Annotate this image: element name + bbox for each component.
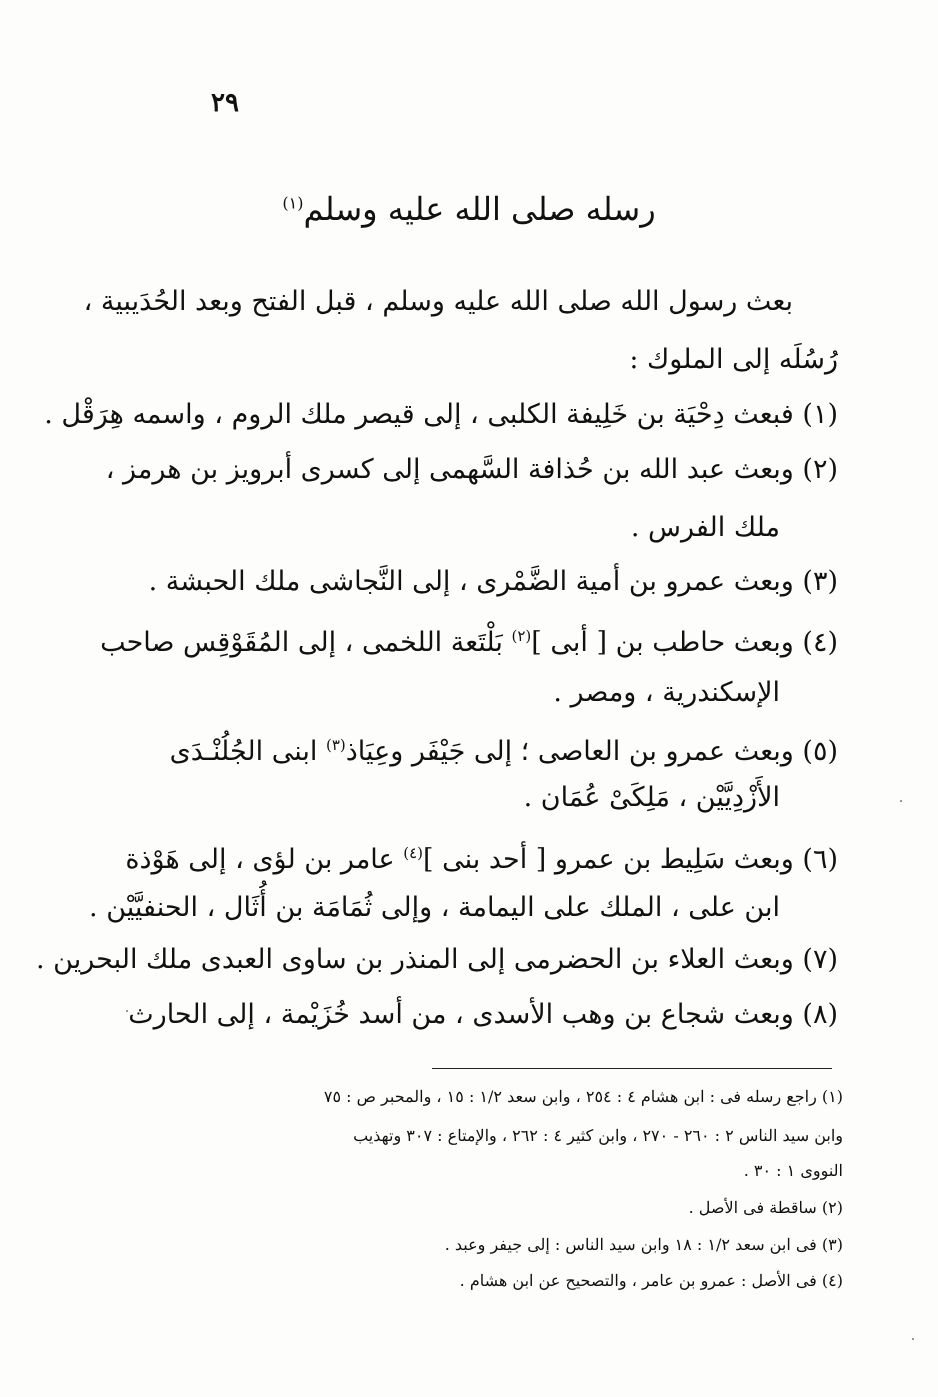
list-item-continuation: ملك الفرس . bbox=[630, 512, 780, 543]
list-item-text: (٤) وبعث حاطب بن [ أبى ] bbox=[531, 627, 838, 658]
list-item-line: (٢) وبعث عبد الله بن حُذافة السَّهمى إلى كسرى أبرويز بن هرمز ، bbox=[105, 454, 838, 485]
chapter-title-text: رسله صلى الله عليه وسلم bbox=[303, 190, 656, 228]
paragraph-line: رُسُلَه إلى الملوك : bbox=[629, 344, 838, 375]
list-item-line: (٧) وبعث العلاء بن الحضرمى إلى المنذر بن ساوى العبدى ملك البحرين . bbox=[36, 944, 838, 975]
list-item-text: عامر بن لؤى ، إلى هَوْذة bbox=[125, 844, 404, 875]
list-item-continuation: الإسكندرية ، ومصر . bbox=[553, 677, 780, 708]
list-item-line: (١) فبعث دِحْيَة بن خَلِيفة الكلبى ، إلى قيصر ملك الروم ، واسمه هِرَقْل . bbox=[44, 399, 838, 430]
list-item-text: ابنى الجُلُنْـدَى bbox=[169, 736, 326, 767]
paper-speck bbox=[912, 1338, 914, 1340]
paragraph-line: بعث رسول الله صلى الله عليه وسلم ، قبل الفتح وبعد الحُدَيبية ، bbox=[83, 286, 793, 317]
list-item-continuation: الأَزْدِيَّيْن ، مَلِكَىْ عُمَان . bbox=[523, 782, 780, 813]
paper-speck bbox=[900, 800, 902, 802]
footnote-marker: (٢) bbox=[511, 627, 532, 645]
list-item-text: بَلْتَعة اللخمى ، إلى المُقَوْقِس صاحب bbox=[100, 627, 512, 658]
footnotes bbox=[36, 0, 843, 1397]
list-item-continuation: ابن على ، الملك على اليمامة ، وإلى ثُمَامَة بن أُثَال ، الحنفيَّيْن . bbox=[89, 892, 780, 923]
page-number: ٢٩ bbox=[211, 88, 239, 118]
footnote-marker: (١) bbox=[282, 193, 304, 213]
list-item-text: (٦) وبعث سَلِيط بن عمرو [ أحد بنى ] bbox=[422, 844, 838, 875]
footnote-line: (٣) فى ابن سعد ١/٢ : ١٨ وابن سيد الناس : إلى جيفر وعبد . bbox=[444, 1235, 843, 1254]
footnote-line: النووى ١ : ٣٠ . bbox=[743, 1161, 843, 1180]
paper-speck bbox=[126, 1010, 128, 1012]
list-item-text: (٥) وبعث عمرو بن العاصى ؛ إلى جَيْفَر وعِيَاذ bbox=[345, 736, 838, 767]
footnote-line: (١) راجع رسله فى : ابن هشام ٤ : ٢٥٤ ، وابن سعد ١/٢ : ١٥ ، والمحبر ص : ٧٥ bbox=[323, 1087, 843, 1106]
footnote-line: (٤) فى الأصل : عمرو بن عامر ، والتصحيح عن ابن هشام . bbox=[459, 1271, 843, 1290]
list-item-line: (٨) وبعث شجاع بن وهب الأسدى ، من أسد خُزَيْمة ، إلى الحارث bbox=[128, 999, 838, 1030]
footnote-line: وابن سيد الناس ٢ : ٢٦٠ - ٢٧٠ ، وابن كثير ٤ : ٢٦٢ ، والإمتاع : ٣٠٧ وتهذيب bbox=[353, 1126, 843, 1145]
list-item-line: (٣) وبعث عمرو بن أمية الضَّمْرى ، إلى النَّجاشى ملك الحبشة . bbox=[148, 566, 838, 597]
footnote-marker: (٣) bbox=[325, 736, 346, 754]
footnote-marker: (٤) bbox=[403, 844, 423, 862]
footnote-line: (٢) ساقطة فى الأصل . bbox=[688, 1198, 843, 1217]
